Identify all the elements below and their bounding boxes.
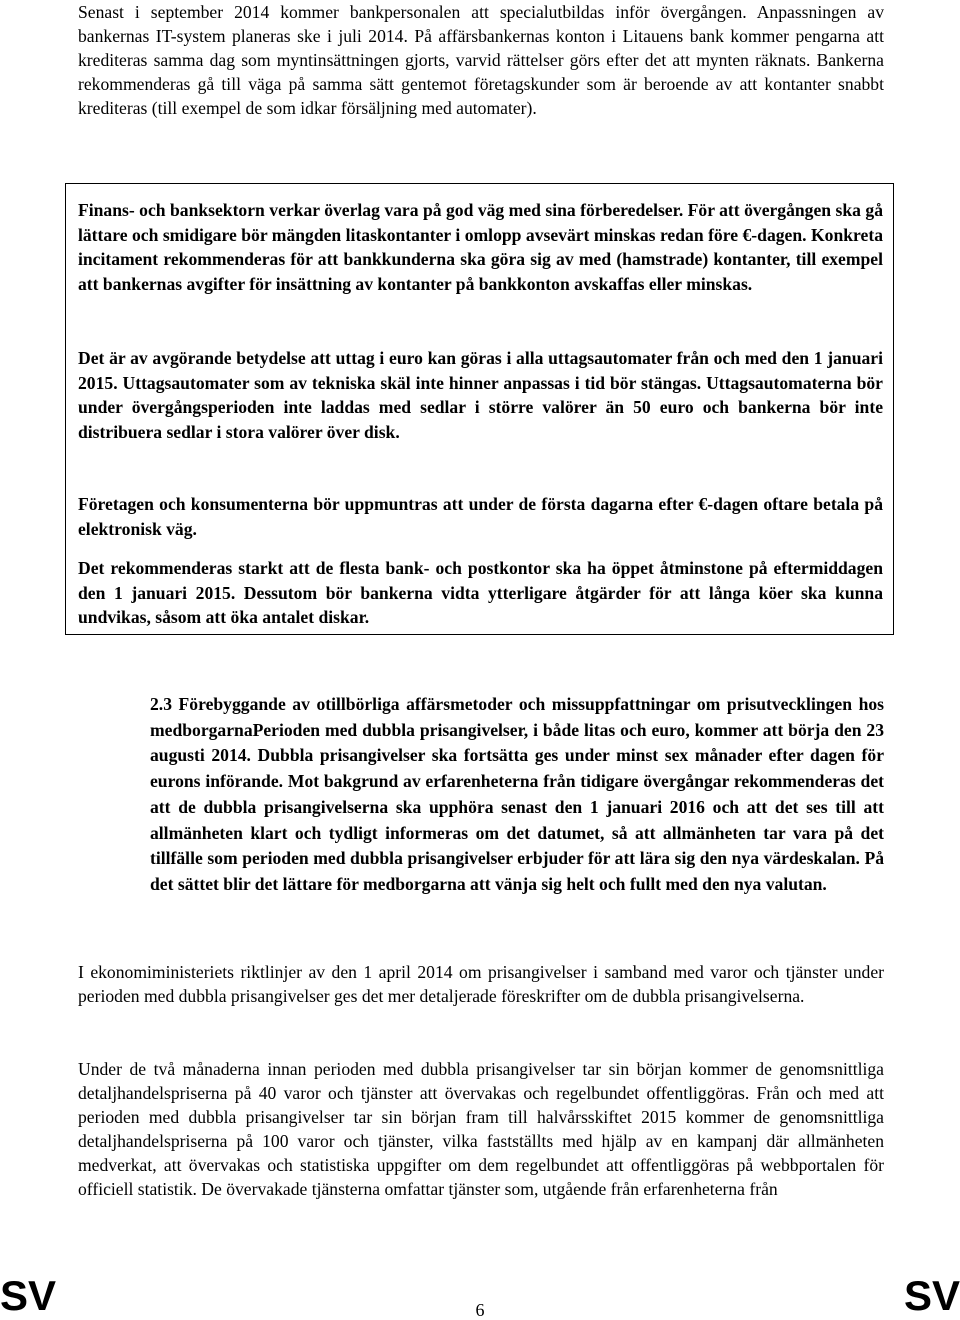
paragraph-price-monitoring: Under de två månaderna innan perioden med dubbla prisangivelser tar sin början kommer de genomsnittliga detaljhandelspriserna på 40 varor och tjänster att övervakas och regelbundet offentliggöras. Från och med att perioden med dubbla prisangivelser tar sin början fram till halvårsskiftet 2015 kommer de genomsnittliga detaljhandelspriserna på 100 varor och tjänster, vilka fastställts med hjälp av en kampanj där allmänheten medverkat, att övervakas och statistiska uppgifter om dem regelbundet att offentliggöras på webbportalen för officiell statistik. De övervakade tjänsterna omfattar tjänster som, utgående från erfarenheterna från xyxy=(78,1059,884,1199)
language-code-right: SV xyxy=(903,1272,960,1319)
box-paragraph-cash-reduction: Finans- och banksektorn verkar överlag vara på god väg med sina förberedelser. För att övergången ska gå lättare och smidigare bör mängden litaskontanter i omlopp avsevärt minskas redan före €-dagen. Konkreta incitament rekommenderas för att bankkunderna ska göra sig av med (hamstrade) kontanter, till exempel att bankernas avgifter för insättning av kontanter på bankkonton avskaffas eller minskas. xyxy=(78,200,883,294)
paragraph-ministry-guidelines: I ekonomiministeriets riktlinjer av den 1 april 2014 om prisangivelser i samband med varor och tjänster under perioden med dubbla prisangivelser ges det mer detaljerade föreskrifter om de dubbla prisangivelserna. xyxy=(78,962,884,1006)
paragraph-bank-preparations: Senast i september 2014 kommer bankpersonalen att specialutbildas inför övergången. Anpassningen av bankernas IT-system planeras ske i juli 2014. På affärsbankernas konton i Litauens bank kommer pengarna att krediteras samma dag som myntinsättningen gjorts, varvid rättelser görs efter det att mynten räknats. Bankerna rekommenderas gå till väga på samma sätt gentemot företagskunder som är beroende av att kontanter snabbt krediteras (till exempel de som idkar försäljning med automater). xyxy=(78,2,884,118)
language-code-left: SV xyxy=(0,1272,57,1319)
recommendations-box xyxy=(65,183,894,635)
section-2-3: 2.3 Förebyggande av otillbörliga affärsmetoder och missuppfattningar om prisutvecklingen hos medborgarnaPerioden med dubbla prisangivelser, i både litas och euro, kommer att börja den 23 augusti 2014. Dubbla prisangivelser ska fortsätta ges under minst sex månader efter dagen för eurons införande. Mot bakgrund av erfarenheterna från tidigare övergångar rekommenderas det att de dubbla prisangivelserna ska upphöra senast den 1 januari 2016 och att det ses till att allmänheten klart och tydligt informeras om det datumet, så att allmänheten tar vara på det tillfälle som perioden med dubbla prisangivelser erbjuder för att lära sig den nya värdeskalan. På det sättet blir det lättare för medborgarna att vänja sig helt och fullt med den nya valutan. xyxy=(150,694,884,894)
page-number: 6 xyxy=(475,1300,485,1320)
box-paragraph-branch-opening: Det rekommenderas starkt att de flesta bank- och postkontor ska ha öppet åtminstone på eftermiddagen den 1 januari 2015. Dessutom bör bankerna vidta ytterligare åtgärder för att långa köer ska kunna undvikas, såsom att öka antalet diskar. xyxy=(78,558,883,627)
box-paragraph-atm: Det är av avgörande betydelse att uttag i euro kan göras i alla uttagsautomater från och med den 1 januari 2015. Uttagsautomater som av tekniska skäl inte hinner anpassas i tid bör stängas. Uttagsautomaterna bör under övergångsperioden inte laddas med sedlar i större valörer än 50 euro och bankerna bör inte distribuera sedlar i stora valörer över disk. xyxy=(78,348,883,442)
box-paragraph-electronic-payment: Företagen och konsumenterna bör uppmuntras att under de första dagarna efter €-dagen oftare betala på elektronisk väg. xyxy=(78,494,883,539)
